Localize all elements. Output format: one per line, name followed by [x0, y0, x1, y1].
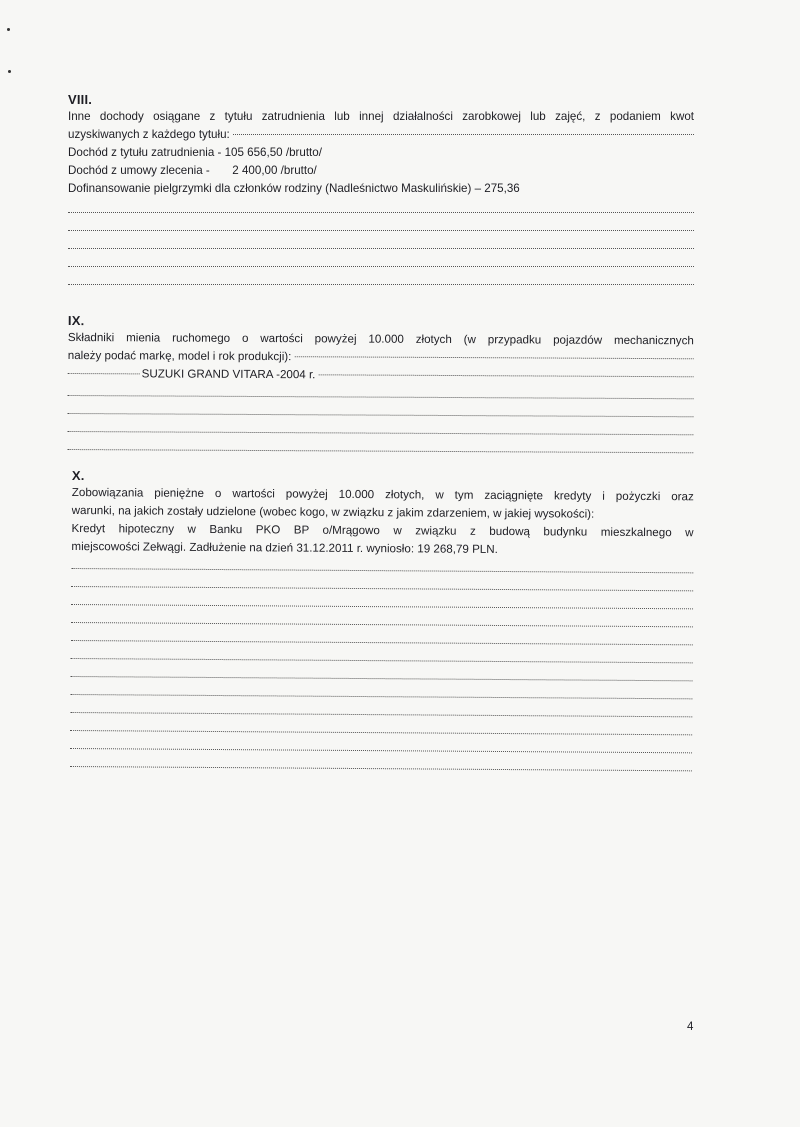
answer-line: Dochód z tytułu zatrudnienia - 105 656,50 /brutto/ [68, 146, 322, 159]
question-text: Zobowiązania pieniężne o wartości powyżej 10.000 złotych, w tym zaciągnięte kredyty i pożyczki oraz [71, 485, 694, 504]
section-viii [68, 92, 694, 290]
blank-dotted-line [68, 236, 694, 254]
question-text-with-leader [68, 126, 694, 144]
answer-line: SUZUKI GRAND VITARA -2004 r. [141, 367, 316, 382]
blank-dotted-line [67, 437, 693, 458]
answer-line: Dofinansowanie pielgrzymki dla członków rodziny (Nadleśnictwo Maskulińskie) – 275,36 [68, 182, 520, 195]
page-number: 4 [687, 1021, 694, 1033]
blank-dotted-line [68, 272, 694, 290]
dotted-leader [294, 355, 693, 359]
blank-dotted-line [68, 200, 694, 218]
section-ix [67, 313, 694, 458]
section-number: X. [71, 468, 85, 484]
dotted-leader [68, 372, 140, 374]
answer-line: Dochód z umowy zlecenia - 2 400,00 /brutto/ [68, 164, 317, 177]
blank-dotted-line [68, 254, 694, 272]
section-number: VIII. [68, 92, 93, 107]
section-x [70, 468, 694, 776]
blank-dotted-line [68, 218, 694, 236]
question-text: należy podać markę, model i rok produkcji): [67, 348, 292, 364]
scan-speck [8, 70, 11, 73]
question-text: warunki, na jakich zostały udzielone (wobec kogo, w związku z jakim zdarzeniem, w jakiej wysokości): [71, 503, 595, 521]
answer-line: miejscowości Zełwągi. Zadłużenie na dzień 31.12.2011 r. wyniosło: 19 268,79 PLN. [71, 539, 498, 556]
dotted-leader [233, 133, 694, 135]
scan-speck [7, 28, 10, 31]
question-text: Składniki mienia ruchomego o wartości powyżej 10.000 złotych (w przypadku pojazdów mechanicznych [67, 330, 694, 348]
section-number: IX. [67, 313, 85, 329]
question-text: Inne dochody osiągane z tytułu zatrudnienia lub innej działalności zarobkowej lub zajęć, z podaniem kwot [68, 110, 694, 123]
question-text: uzyskiwanych z każdego tytułu: [68, 128, 230, 141]
blank-dotted-line [70, 754, 692, 776]
dotted-leader [318, 373, 693, 377]
answer-line: Kredyt hipoteczny w Banku PKO BP o/Mrągowo w związku z budową budynku mieszkalnego w [71, 521, 694, 540]
